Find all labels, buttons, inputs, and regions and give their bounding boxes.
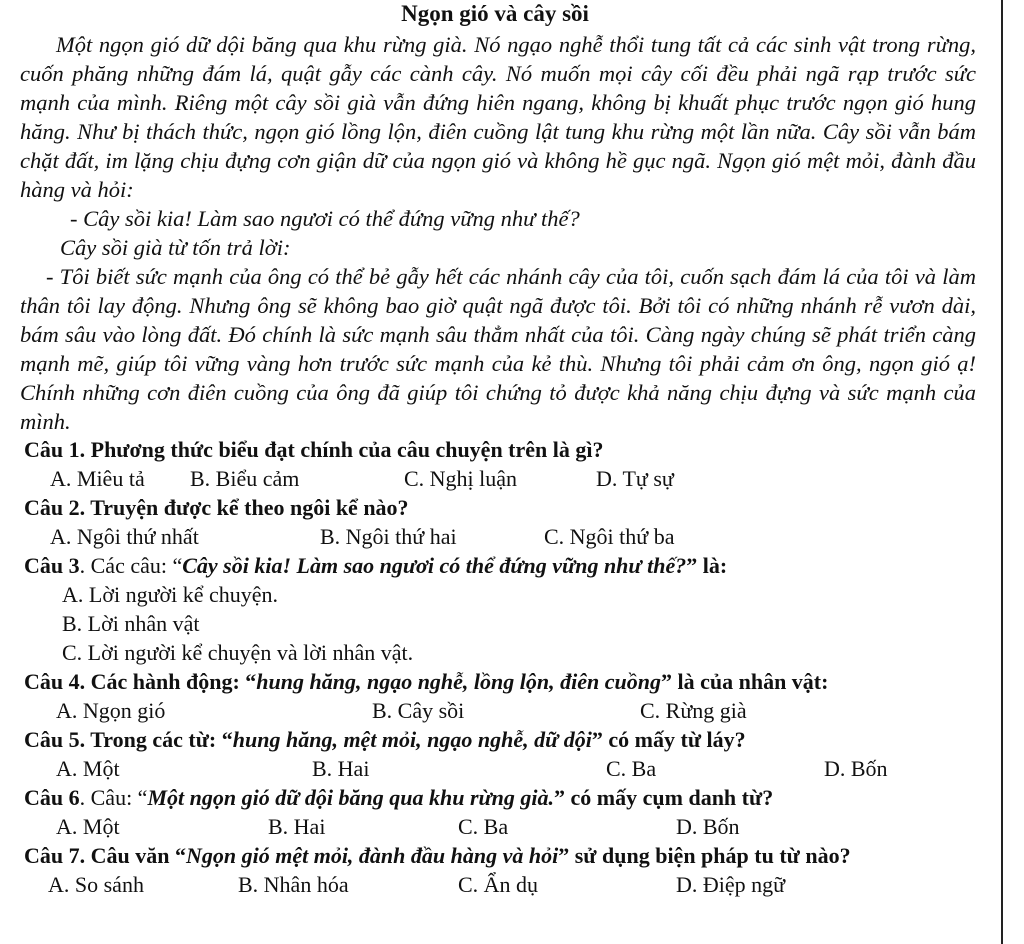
question-2 — [24, 493, 984, 522]
question-number: Câu 3 — [24, 553, 80, 578]
story-paragraph-2: - Cây sồi kia! Làm sao ngươi có thể đứng vững như thế? — [70, 206, 580, 231]
story-body — [20, 30, 976, 436]
page-border-line — [1001, 0, 1003, 944]
option-a: A. Ngôi thứ nhất — [50, 524, 199, 549]
question-text: . Phương thức biểu đạt chính của câu chuyện trên là gì? — [79, 437, 604, 462]
option-c: C. Rừng già — [640, 698, 747, 723]
option-c: C. Ngôi thứ ba — [544, 524, 675, 549]
option-d: D. Điệp ngữ — [676, 872, 786, 897]
story-title: Ngọn gió và cây sồi — [401, 1, 589, 26]
option-d: D. Tự sự — [596, 466, 674, 491]
option-d: D. Bốn — [824, 756, 888, 781]
question-4: Câu 4. Các hành động: “hung hăng, ngạo nghễ, lồng lộn, điên cuồng” là của nhân vật: — [24, 669, 829, 694]
story-paragraph-4: - Tôi biết sức mạnh của ông có thể bẻ gẫy hết các nhánh cây của tôi, cuốn sạch đám lá của tôi và làm thân tôi lay động. Nhưng ông sẽ không bao giờ quật ngã được tôi. Bởi tôi có những nhánh rễ vươn dài, bám sâu vào lòng đất. Đó chính là sức mạnh sâu thẳm nhất của tôi. Càng ngày chúng sẽ phát triển càng mạnh mẽ, giúp tôi vững vàng hơn trước sức mạnh của kẻ thù. Nhưng tôi phải cảm ơn ông, ngọn gió ạ! Chính những cơn điên cuồng của ông đã giúp tôi chứng tỏ được khả năng chịu đựng và sức mạnh của mình. — [20, 264, 976, 434]
option-b: B. Hai — [312, 756, 370, 781]
question-7-options — [24, 870, 984, 899]
question-number: Câu 4 — [24, 669, 80, 694]
question-6: Câu 6. Câu: “Một ngọn gió dữ dội băng qua khu rừng già.” có mấy cụm danh từ? — [24, 785, 774, 810]
question-number: Câu 2 — [24, 495, 80, 520]
option-a: A. Ngọn gió — [56, 698, 166, 723]
question-6-options — [24, 812, 984, 841]
option-b: B. Hai — [268, 814, 326, 839]
option-b: B. Lời nhân vật — [62, 611, 200, 636]
option-b: B. Nhân hóa — [238, 872, 349, 897]
option-a: A. So sánh — [48, 872, 144, 897]
question-quote: hung hăng, ngạo nghễ, lồng lộn, điên cuồng — [256, 669, 661, 694]
question-quote: Một ngọn gió dữ dội băng qua khu rừng già. — [147, 785, 555, 810]
question-number: Câu 7 — [24, 843, 80, 868]
option-d: D. Bốn — [676, 814, 740, 839]
question-number: Câu 1 — [24, 437, 80, 462]
question-quote: Cây sồi kia! Làm sao ngươi có thể đứng vững như thế? — [182, 553, 687, 578]
option-a: A. Một — [56, 814, 120, 839]
option-b: B. Ngôi thứ hai — [320, 524, 457, 549]
option-c: C. Ẩn dụ — [458, 872, 539, 897]
question-number: Câu 6 — [24, 785, 80, 810]
story-paragraph-1: Một ngọn gió dữ dội băng qua khu rừng già. Nó ngạo nghễ thổi tung tất cả các sinh vật trong rừng, cuốn phăng những đám lá, quật gẫy các cành cây. Nó muốn mọi cây cối đều phải ngã rạp trước sức mạnh của mình. Riêng một cây sồi già vẫn đứng hiên ngang, không bị khuất phục trước ngọn gió hung hăng. Như bị thách thức, ngọn gió lồng lộn, điên cuồng lật tung khu rừng một lần nữa. Cây sồi vẫn bám chặt đất, im lặng chịu đựng cơn giận dữ của ngọn gió và không hề gục ngã. Ngọn gió mệt mỏi, đành đầu hàng và hỏi: — [20, 32, 976, 202]
question-4-options — [24, 696, 984, 725]
question-5-options — [24, 754, 984, 783]
option-c: C. Nghị luận — [404, 466, 518, 491]
question-3: Câu 3. Các câu: “Cây sồi kia! Làm sao ngươi có thể đứng vững như thế?” là: — [24, 553, 728, 578]
option-a: A. Miêu tả — [50, 466, 145, 491]
question-quote: hung hăng, mệt mỏi, ngạo nghễ, dữ dội — [232, 727, 592, 752]
question-list — [24, 435, 984, 899]
option-c: C. Ba — [606, 756, 657, 781]
option-b: B. Cây sồi — [372, 698, 465, 723]
option-c: C. Lời người kể chuyện và lời nhân vật. — [62, 640, 414, 665]
question-5: Câu 5. Trong các từ: “hung hăng, mệt mỏi, ngạo nghễ, dữ dội” có mấy từ láy? — [24, 727, 746, 752]
question-1-options — [24, 464, 984, 493]
question-7: Câu 7. Câu văn “Ngọn gió mệt mỏi, đành đầu hàng và hỏi” sử dụng biện pháp tu từ nào? — [24, 843, 851, 868]
question-quote: Ngọn gió mệt mỏi, đành đầu hàng và hỏi — [185, 843, 559, 868]
option-b: B. Biểu cảm — [190, 466, 300, 491]
question-1 — [24, 435, 984, 464]
option-c: C. Ba — [458, 814, 509, 839]
option-a: A. Lời người kể chuyện. — [62, 582, 279, 607]
question-2-options — [24, 522, 984, 551]
option-a: A. Một — [56, 756, 120, 781]
question-text: . Truyện được kể theo ngôi kể nào? — [79, 495, 409, 520]
story-paragraph-3: Cây sồi già từ tốn trả lời: — [60, 235, 291, 260]
question-number: Câu 5 — [24, 727, 80, 752]
